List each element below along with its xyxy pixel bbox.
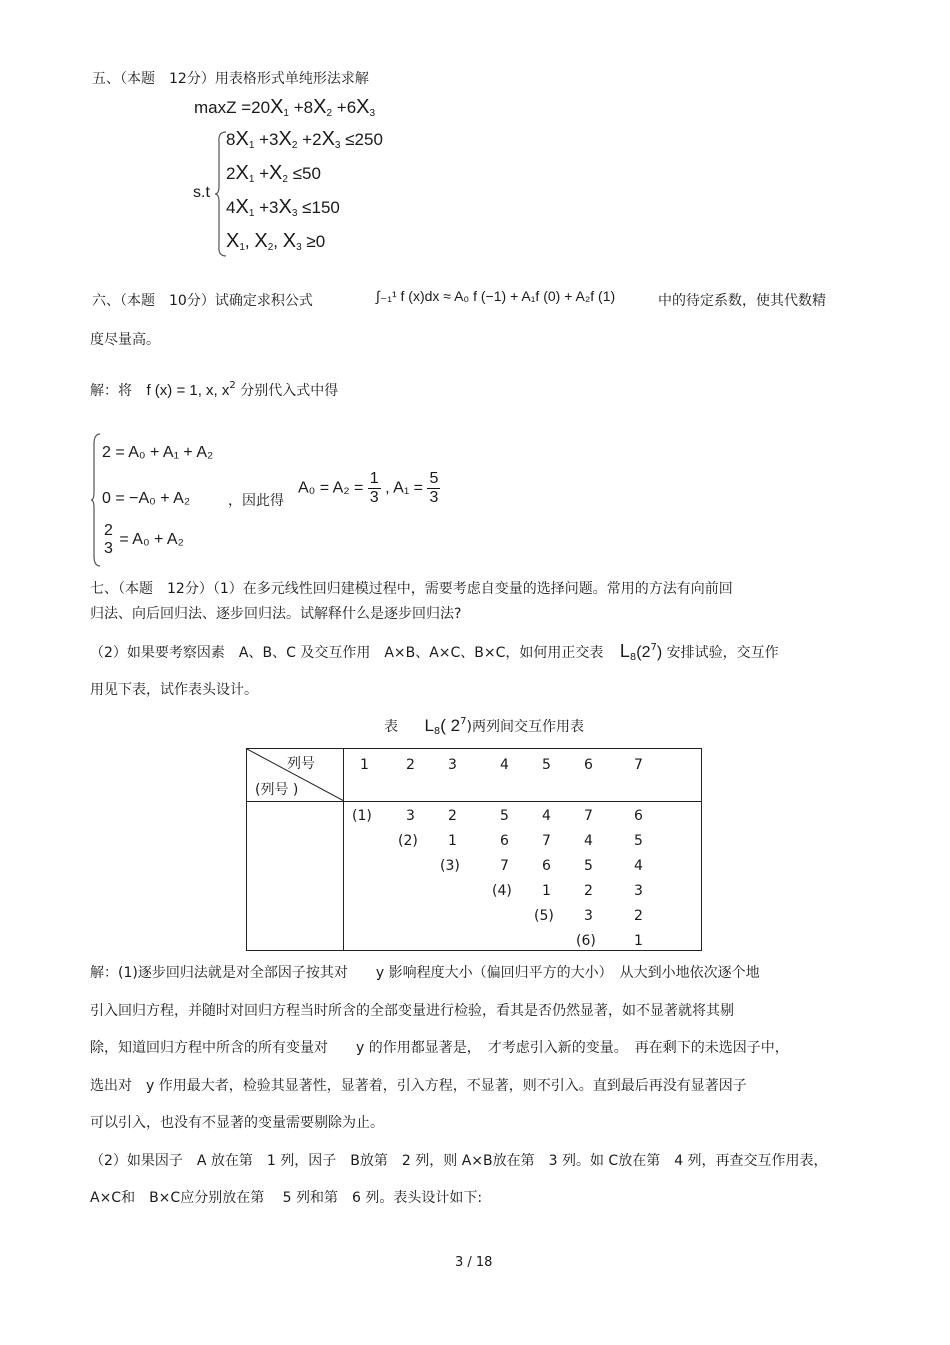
table-caption: 表 $L_8$( $2^7$)两列间交互作用表 xyxy=(384,716,584,737)
table-column-number: 7 xyxy=(634,757,643,773)
q7-part2-line2: 用见下表，试作表头设计。 xyxy=(90,682,258,698)
q6-equation-1: 2 = A₀ + A₁ + A₂ xyxy=(102,444,214,461)
answer-line-5: 可以引入，也没有不显著的变量需要剔除为止。 xyxy=(90,1115,384,1131)
table-cell: 6 xyxy=(634,808,643,824)
table-cell: 1 xyxy=(634,933,643,949)
table-column-number: 5 xyxy=(542,757,551,773)
q5-constraint-2: $2X_1 +X_2 \le 50$ xyxy=(226,162,321,185)
page-number: 3 / 18 xyxy=(455,1255,493,1270)
table-cell: 3 xyxy=(634,883,643,899)
q6-equation-2: 0 = −A₀ + A₂ xyxy=(102,490,191,507)
q6-heading-tail: 中的待定系数，使其代数精 xyxy=(658,293,826,309)
table-cell: 5 xyxy=(500,808,509,824)
q6-result: A₀ = A₂ = $\frac{1}{3}$ , A₁ = $\frac{5}{3}$ xyxy=(298,470,439,506)
table-header-corner xyxy=(247,749,344,802)
q5-constraint-4: $X_1$, $X_2$, $X_3 \ge 0$ xyxy=(226,230,326,253)
table-row-label: (5) xyxy=(534,908,554,924)
q6-hence: ，因此得 xyxy=(228,493,284,509)
table-cell: 2 xyxy=(634,908,643,924)
q5-constraint-3: $4X_1 +3X_3 \le 150$ xyxy=(226,196,340,219)
q5-objective: $\max Z =20X_1 +8X_2 +6X_3$ xyxy=(194,96,376,119)
table-cell: 2 xyxy=(584,883,593,899)
table-column-number: 4 xyxy=(500,757,509,773)
answer-line-6: （2）如果因子 A 放在第 1 列，因子 B放第 2 列，则 A×B放在第 3 列。如 C放在第 4 列，再查交互作用表， xyxy=(90,1153,828,1169)
table-cell: 3 xyxy=(406,808,415,824)
q7-heading: 七、（本题 12分）（1）在多元线性回归建模过程中，需要考虑自变量的选择问题。常用的方法有向前回 xyxy=(90,581,733,597)
q5-st-label: s.t xyxy=(193,184,210,201)
table-column-number: 1 xyxy=(360,757,369,773)
table-row-label: (2) xyxy=(398,833,418,849)
answer-line-2: 引入回归方程，并随时对回归方程当时所含的全部变量进行检验，看其是否仍然显著，如不显著就将其剔 xyxy=(90,1003,734,1019)
table-column-number: 6 xyxy=(584,757,593,773)
q7-heading-line2: 归法、向后回归法、逐步回归法。试解释什么是逐步回归法? xyxy=(90,606,462,622)
table-cell: 2 xyxy=(448,808,457,824)
q6-heading-line2: 度尽量高。 xyxy=(90,332,160,348)
table-cell: 1 xyxy=(448,833,457,849)
table-row-label: (6) xyxy=(576,933,596,949)
interaction-table xyxy=(246,748,702,951)
table-row-label: (1) xyxy=(352,808,372,824)
q5-heading: 五、（本题 12分）用表格形式单纯形法求解 xyxy=(92,71,369,87)
table-header-bottom: (列号 ) xyxy=(255,782,299,798)
q6-quadrature-formula: ∫₋₁¹ f (x)dx ≈ A₀ f (−1) + A₁f (0) + A₂f (1) xyxy=(376,288,616,304)
table-empty-cell xyxy=(247,802,344,951)
q6-heading: 六、（本题 10分）试确定求积公式 xyxy=(92,293,313,309)
table-cell: 4 xyxy=(542,808,551,824)
table-cell: 4 xyxy=(584,833,593,849)
table-cell: 1 xyxy=(542,883,551,899)
table-cell: 6 xyxy=(542,858,551,874)
table-column-number: 3 xyxy=(448,757,457,773)
table-cell: 7 xyxy=(542,833,551,849)
q6-equation-3: 2 3 = A₀ + A₂ xyxy=(104,522,184,557)
answer-line-3: 除，知道回归方程中所含的所有变量对 y 的作用都显著是， 才考虑引入新的变量。 再在剩下的未选因子中， xyxy=(90,1040,789,1056)
table-cell: 6 xyxy=(500,833,509,849)
q6-solution-intro: 解：将 f (x) = 1, x, $x^2$ 分别代入式中得 xyxy=(90,380,339,399)
answer-line-4: 选出对 y 作用最大者，检验其显著性，显著着，引入方程，不显著，则不引入。直到最后再没有显著因子 xyxy=(90,1078,747,1094)
table-header-top: 列号 xyxy=(287,756,315,772)
table-column-number: 2 xyxy=(406,757,415,773)
table-row-label: (4) xyxy=(492,883,512,899)
table-cell: 7 xyxy=(584,808,593,824)
table-cell: 7 xyxy=(500,858,509,874)
table-cell: 5 xyxy=(584,858,593,874)
answer-line-1: 解：(1)逐步回归法就是对全部因子按其对 y 影响程度大小（偏回归平方的大小） 从大到小地依次逐个地 xyxy=(90,965,760,981)
q6-system-brace xyxy=(90,432,102,568)
table-body xyxy=(344,802,702,951)
q7-part2: （2）如果要考察因素 A、B、C 及交互作用 A×B、A×C、B×C，如何用正交表 $L_8(2^7)$ 安排试验，交互作 xyxy=(90,641,779,663)
table-cell: 5 xyxy=(634,833,643,849)
table-cell: 4 xyxy=(634,858,643,874)
q5-constraint-1: $8X_1 +3X_2 +2X_3 \le 250$ xyxy=(226,128,383,151)
table-row-label: (3) xyxy=(440,858,460,874)
answer-line-7: A×C和 B×C应分别放在第 5 列和第 6 列。表头设计如下: xyxy=(90,1190,483,1206)
table-cell: 3 xyxy=(584,908,593,924)
table-column-numbers xyxy=(344,749,702,802)
